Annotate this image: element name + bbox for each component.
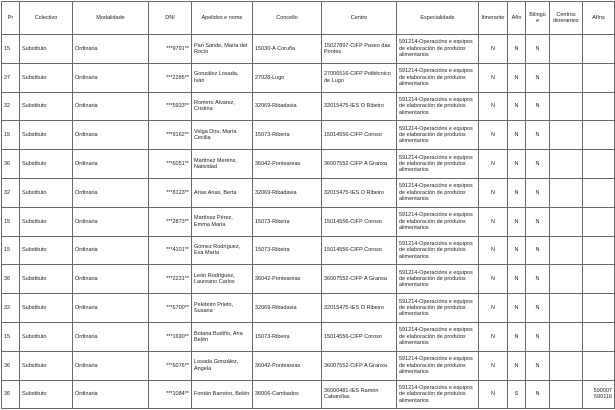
dni-cell: ***5933** (149, 92, 192, 121)
afin-cell: N (508, 236, 526, 265)
bilingue-cell: N (526, 121, 550, 150)
itinerante-cell: N (479, 178, 508, 207)
modalidade-cell: Ordinaria (73, 265, 149, 294)
table-row (2, 35, 615, 64)
nome-cell: González Losada, Iván (192, 63, 253, 92)
afins-cell (583, 265, 615, 294)
pr-cell: 27 (2, 63, 20, 92)
afin-cell: N (508, 294, 526, 323)
especialidade-cell: 591214-Operacións e equipos de elaboración de produtos alimentarios (397, 207, 479, 236)
bilingue-cell: N (526, 351, 550, 380)
header-colectivo: Colectivo (20, 2, 73, 35)
table-row (2, 380, 615, 409)
itinerante-cell: N (479, 236, 508, 265)
pr-cell: 36 (2, 351, 20, 380)
header-row (2, 2, 615, 35)
itinerante-cell: N (479, 351, 508, 380)
centros-itinerantes-cell (550, 351, 583, 380)
itinerante-cell: N (479, 92, 508, 121)
concello-cell: 15030-A Coruña (253, 35, 322, 64)
centros-itinerantes-cell (550, 236, 583, 265)
bilingue-cell: N (526, 207, 550, 236)
centros-itinerantes-cell (550, 265, 583, 294)
dni-cell: ***6700** (149, 294, 192, 323)
afin-cell: N (508, 35, 526, 64)
afin-cell: S (508, 380, 526, 409)
afins-cell (583, 207, 615, 236)
dni-cell: ***2231** (149, 265, 192, 294)
colectivo-cell: Substituto (20, 207, 73, 236)
concello-cell: 36042-Ponteareas (253, 351, 322, 380)
modalidade-cell: Ordinaria (73, 351, 149, 380)
bilingue-cell: N (526, 178, 550, 207)
centro-cell: 32015475-IES O Ribeiro (322, 178, 397, 207)
especialidade-cell: 591214-Operacións e equipos de elaboración de produtos alimentarios (397, 351, 479, 380)
centros-itinerantes-cell (550, 63, 583, 92)
dni-cell: ***6051** (149, 150, 192, 179)
concello-cell: 32069-Ribadavia (253, 92, 322, 121)
afin-cell: N (508, 150, 526, 179)
bilingue-cell: N (526, 265, 550, 294)
colectivo-cell: Substituto (20, 35, 73, 64)
colectivo-cell: Substituto (20, 63, 73, 92)
centro-cell: 32015475-IES O Ribeiro (322, 294, 397, 323)
centro-cell: 36000481-IES Ramón Cabanillas (322, 380, 397, 409)
afins-cell (583, 236, 615, 265)
modalidade-cell: Ordinaria (73, 294, 149, 323)
header-bilingue: Bilingüe (526, 2, 550, 35)
afins-cell (583, 121, 615, 150)
concello-cell: 15073-Ribeira (253, 121, 322, 150)
bilingue-cell: N (526, 380, 550, 409)
header-concello: Concello (253, 2, 322, 35)
itinerante-cell: N (479, 150, 508, 179)
colectivo-cell: Substituto (20, 380, 73, 409)
especialidade-cell: 591214-Operacións e equipos de elaboración de produtos alimentarios (397, 178, 479, 207)
table-row (2, 150, 615, 179)
itinerante-cell: N (479, 121, 508, 150)
colectivo-cell: Substituto (20, 92, 73, 121)
especialidade-cell: 591214-Operacións e equipos de elaboración de produtos alimentarios (397, 265, 479, 294)
itinerante-cell: N (479, 35, 508, 64)
centros-itinerantes-cell (550, 150, 583, 179)
centros-itinerantes-cell (550, 322, 583, 351)
table-row (2, 121, 615, 150)
itinerante-cell: N (479, 294, 508, 323)
afins-cell (583, 294, 615, 323)
header-centro: Centro (322, 2, 397, 35)
nome-cell: Gómez Rodríguez, Eva María (192, 236, 253, 265)
centros-itinerantes-cell (550, 294, 583, 323)
nome-cell: Losada González, Ángela (192, 351, 253, 380)
afins-cell (583, 322, 615, 351)
modalidade-cell: Ordinaria (73, 150, 149, 179)
dni-cell: ***9162** (149, 121, 192, 150)
centros-itinerantes-cell (550, 380, 583, 409)
pr-cell: 15 (2, 322, 20, 351)
afins-cell (583, 92, 615, 121)
centro-cell: 15014556-CIFP Coroso (322, 322, 397, 351)
concello-cell: 36042-Ponteareas (253, 265, 322, 294)
centro-cell: 36007552-CIFP A Granxa (322, 351, 397, 380)
especialidade-cell: 591214-Operacións e equipos de elaboración de produtos alimentarios (397, 121, 479, 150)
afin-cell: N (508, 63, 526, 92)
centro-cell: 27006516-CIFP Politécnico de Lugo (322, 63, 397, 92)
afin-cell: N (508, 178, 526, 207)
dni-cell: ***6076** (149, 351, 192, 380)
colectivo-cell: Substituto (20, 150, 73, 179)
header-dni: DNI (149, 2, 192, 35)
modalidade-cell: Ordinaria (73, 35, 149, 64)
header-apelidos-nome: Apelidos e nome (192, 2, 253, 35)
table-row (2, 92, 615, 121)
modalidade-cell: Ordinaria (73, 178, 149, 207)
modalidade-cell: Ordinaria (73, 322, 149, 351)
afins-cell (583, 35, 615, 64)
pr-cell: 36 (2, 150, 20, 179)
dni-cell: ***9791** (149, 35, 192, 64)
colectivo-cell: Substituto (20, 121, 73, 150)
itinerante-cell: N (479, 265, 508, 294)
centros-itinerantes-cell (550, 92, 583, 121)
itinerante-cell: N (479, 322, 508, 351)
especialidade-cell: 591214-Operacións e equipos de elaboración de produtos alimentarios (397, 35, 479, 64)
nome-cell: León Rodríguez, Laureano Carlos (192, 265, 253, 294)
pr-cell: 15 (2, 121, 20, 150)
itinerante-cell: N (479, 207, 508, 236)
centro-cell: 15014556-CIFP Coroso (322, 121, 397, 150)
concello-cell: 32069-Ribadavia (253, 178, 322, 207)
table-row (2, 294, 615, 323)
concello-cell: 15073-Ribeira (253, 236, 322, 265)
modalidade-cell: Ordinaria (73, 121, 149, 150)
pr-cell: 32 (2, 178, 20, 207)
table-row (2, 322, 615, 351)
nome-cell: Fontán Barreiro, Belén (192, 380, 253, 409)
nome-cell: Romero Álvarez, Cristina (192, 92, 253, 121)
afin-cell: N (508, 351, 526, 380)
modalidade-cell: Ordinaria (73, 92, 149, 121)
dni-cell: ***8123** (149, 178, 192, 207)
colectivo-cell: Substituto (20, 351, 73, 380)
colectivo-cell: Substituto (20, 178, 73, 207)
bilingue-cell: N (526, 322, 550, 351)
pr-cell: 32 (2, 294, 20, 323)
centro-cell: 15014556-CIFP Coroso (322, 236, 397, 265)
especialidade-cell: 591214-Operacións e equipos de elaboración de produtos alimentarios (397, 236, 479, 265)
pr-cell: 15 (2, 236, 20, 265)
table-row (2, 236, 615, 265)
pr-cell: 32 (2, 92, 20, 121)
afins-cell (583, 150, 615, 179)
dni-cell: ***1690** (149, 322, 192, 351)
centro-cell: 15027897-CIFP Paseo das Pontes (322, 35, 397, 64)
table-row (2, 207, 615, 236)
centros-itinerantes-cell (550, 207, 583, 236)
table-row (2, 265, 615, 294)
especialidade-cell: 591214-Operacións e equipos de elaboración de produtos alimentarios (397, 92, 479, 121)
dni-cell: ***1084** (149, 380, 192, 409)
assignments-table (1, 1, 615, 409)
especialidade-cell: 591214-Operacións e equipos de elaboración de produtos alimentarios (397, 322, 479, 351)
centros-itinerantes-cell (550, 178, 583, 207)
afin-cell: N (508, 121, 526, 150)
afin-cell: N (508, 265, 526, 294)
dni-cell: ***4101** (149, 236, 192, 265)
table-row (2, 63, 615, 92)
afin-cell: N (508, 322, 526, 351)
pr-cell: 15 (2, 207, 20, 236)
afins-cell (583, 178, 615, 207)
header-centros-itinerantes: Centros itinerantes (550, 2, 583, 35)
modalidade-cell: Ordinaria (73, 236, 149, 265)
bilingue-cell: N (526, 150, 550, 179)
table-row (2, 351, 615, 380)
nome-cell: Botana Budiño, Ana Belén (192, 322, 253, 351)
bilingue-cell: N (526, 92, 550, 121)
especialidade-cell: 591214-Operacións e equipos de elaboración de produtos alimentarios (397, 294, 479, 323)
concello-cell: 15073-Ribeira (253, 207, 322, 236)
nome-cell: Peleteiro Prieto, Susana (192, 294, 253, 323)
bilingue-cell: N (526, 294, 550, 323)
nome-cell: Martínez Pérez, Emma María (192, 207, 253, 236)
pr-cell: 36 (2, 265, 20, 294)
concello-cell: 32069-Ribadavia (253, 294, 322, 323)
concello-cell: 36042-Ponteareas (253, 150, 322, 179)
dni-cell: ***2285** (149, 63, 192, 92)
header-pr: Pr (2, 2, 20, 35)
itinerante-cell: N (479, 380, 508, 409)
header-especialidade: Especialidade (397, 2, 479, 35)
bilingue-cell: N (526, 63, 550, 92)
modalidade-cell: Ordinaria (73, 63, 149, 92)
modalidade-cell: Ordinaria (73, 207, 149, 236)
concello-cell: 15073-Ribeira (253, 322, 322, 351)
afins-cell (583, 63, 615, 92)
colectivo-cell: Substituto (20, 236, 73, 265)
afins-cell (583, 351, 615, 380)
concello-cell: 36006-Cambados (253, 380, 322, 409)
colectivo-cell: Substituto (20, 265, 73, 294)
centro-cell: 36007552-CIFP A Granxa (322, 150, 397, 179)
header-itinerante: Itinerante (479, 2, 508, 35)
especialidade-cell: 591214-Operacións e equipos de elaboración de produtos alimentarios (397, 380, 479, 409)
especialidade-cell: 591214-Operacións e equipos de elaboración de produtos alimentarios (397, 63, 479, 92)
concello-cell: 27028-Lugo (253, 63, 322, 92)
header-afins: Afíns (583, 2, 615, 35)
afins-cell: 590007 590116 (583, 380, 615, 409)
pr-cell: 15 (2, 35, 20, 64)
bilingue-cell: N (526, 35, 550, 64)
centros-itinerantes-cell (550, 121, 583, 150)
centro-cell: 15014556-CIFP Coroso (322, 207, 397, 236)
centros-itinerantes-cell (550, 35, 583, 64)
centro-cell: 32015475-IES O Ribeiro (322, 92, 397, 121)
pr-cell: 36 (2, 380, 20, 409)
nome-cell: Arias Arias, Berta (192, 178, 253, 207)
itinerante-cell: N (479, 63, 508, 92)
header-afin: Afín (508, 2, 526, 35)
afin-cell: N (508, 207, 526, 236)
centro-cell: 36007552-CIFP A Granxa (322, 265, 397, 294)
bilingue-cell: N (526, 236, 550, 265)
afin-cell: N (508, 92, 526, 121)
modalidade-cell: Ordinaria (73, 380, 149, 409)
nome-cell: Pan Sande, María del Rocío (192, 35, 253, 64)
colectivo-cell: Substituto (20, 322, 73, 351)
colectivo-cell: Substituto (20, 294, 73, 323)
dni-cell: ***2873** (149, 207, 192, 236)
nome-cell: Martínez Meréns, Natividad (192, 150, 253, 179)
table-row (2, 178, 615, 207)
header-modalidade: Modalidade (73, 2, 149, 35)
nome-cell: Velga Dou, María Cecilia (192, 121, 253, 150)
especialidade-cell: 591214-Operacións e equipos de elaboración de produtos alimentarios (397, 150, 479, 179)
